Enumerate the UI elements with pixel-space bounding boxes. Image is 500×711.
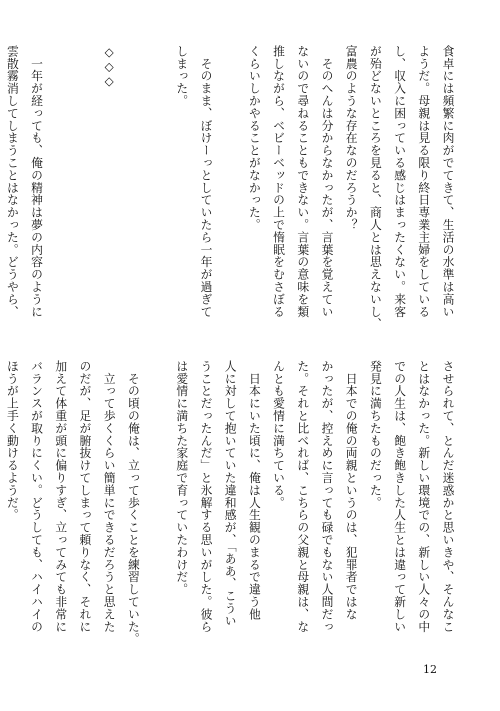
text-column: ◇◇◇: [102, 45, 117, 89]
text-column: での人生は、飽き飽きした人生とは違って新しい: [392, 360, 407, 633]
text-column: させられて、とんだ迷惑かと思いきや、そんなこ: [441, 360, 455, 633]
blank-line: [145, 360, 169, 660]
blank-line: [121, 45, 145, 345]
blank-line: [49, 45, 73, 345]
text-column: 立って歩くくらい簡単にできるだろうと思えた: [102, 360, 117, 633]
text-column: た。それと比べれば、こちらの父親と母親は、な: [295, 360, 310, 633]
text-column: バランスが取りにくい。どうしても、ハイハイの: [29, 360, 44, 633]
text-column: くらいしかやることがなかった。: [247, 45, 262, 231]
text-column: うことだったんだ」と氷解する思いがした。彼ら: [198, 360, 213, 633]
text-column: 日本での俺の両親というのは、犯罪者ではな: [344, 360, 359, 621]
text-column: が殆どないところを見ると、商人とは思えないし、: [368, 45, 383, 331]
text-column: そのへんは分からなかったが、言葉を覚えてい: [319, 45, 334, 318]
blank-line: [73, 45, 97, 345]
lower-text-block: [5, 360, 460, 660]
upper-text-block: [5, 45, 460, 345]
text-column: その頃の俺は、立って歩くことを練習していた。: [126, 360, 141, 646]
text-column: 加えて体重が頭に偏りすぎ、立ってみても非常に: [53, 360, 68, 633]
text-column: とはなかった。新しい環境での、新しい人々の中: [416, 360, 431, 633]
text-column: は愛情に満ちた家庭で育っていたわけだ。: [174, 360, 189, 596]
page-number: 12: [423, 663, 437, 676]
text-column: 富農のような存在なのだろうか？: [344, 45, 359, 231]
text-column: し、収入に困っている感じはまったくない。来客: [392, 45, 407, 318]
text-column: 推しながら、ベビーベッドの上で惰眠をむさぼる: [271, 45, 286, 318]
text-column: 日本にいた頃に、俺は人生観のまるで違う他: [247, 360, 262, 621]
text-column: ないので尋ねることもできない。言葉の意味を類: [295, 45, 310, 318]
text-column: 発見に満ちたものだった。: [368, 360, 383, 509]
text-column: そのまま、ぼけーっとしていたら一年が過ぎて: [198, 45, 213, 318]
text-column: 一年が経っても、俺の精神は夢の内容のように: [29, 45, 44, 318]
text-column: ようだ。母親は見る限り終日専業主婦をしている: [416, 45, 431, 318]
text-column: 人に対して抱いていた違和感が、「ああ、こうい: [223, 360, 238, 627]
text-column: かったが、控えめに言っても碌でもない人間だっ: [319, 360, 334, 633]
text-column: のだが、足が腑抜けてしまって頼りなく、それに: [77, 360, 92, 633]
text-column: んとも愛情に満ちている。: [271, 360, 286, 509]
blank-line: [145, 45, 169, 345]
text-column: ほうが上手く動けるようだ。: [5, 360, 20, 522]
text-column: 食卓には頻繁に肉がでてきて、生活の水準は高い: [441, 45, 455, 318]
blank-line: [218, 45, 242, 345]
text-column: しまった。: [174, 45, 189, 107]
text-column: 雲散霧消してしまうことはなかった。どうやら、: [5, 45, 20, 318]
